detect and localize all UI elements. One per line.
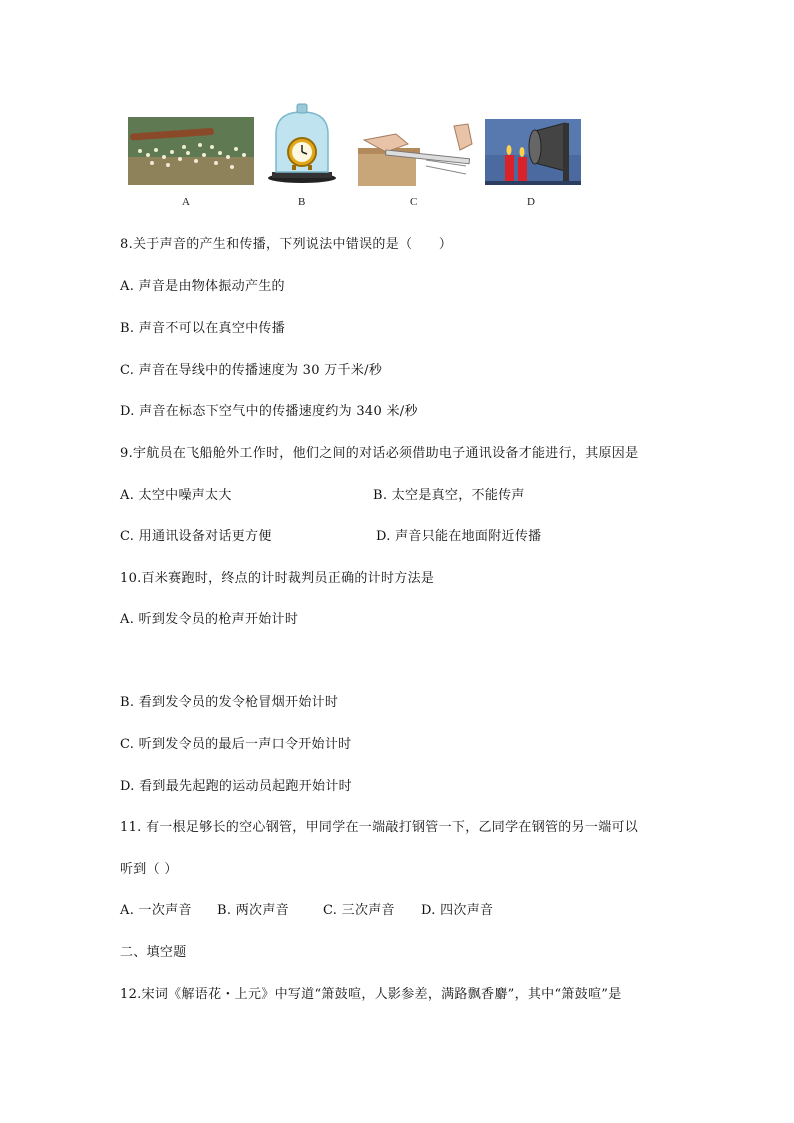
q11-option-d: D. 四次声音 <box>421 903 494 918</box>
q10-option-c: C. 听到发令员的最后一声口令开始计时 <box>120 737 352 752</box>
q12-stem: 12.宋词《解语花・上元》中写道“箫鼓喧，人影参差，满路飘香麝”，其中“箫鼓喧”是 <box>120 987 622 1002</box>
figure-b <box>266 102 338 184</box>
figure-c-label: C <box>410 196 418 208</box>
q9-stem: 9.宇航员在飞船舱外工作时，他们之间的对话必须借助电子通讯设备才能进行，其原因是 <box>120 446 639 461</box>
q9-option-d: D. 声音只能在地面附近传播 <box>376 529 542 544</box>
q8-option-a: A. 声音是由物体振动产生的 <box>120 279 285 294</box>
q11-option-c: C. 三次声音 <box>323 903 395 918</box>
chopstick-rice-icon <box>128 117 254 185</box>
bell-jar-clock-icon <box>266 102 338 184</box>
q10-option-d: D. 看到最先起跑的运动员起跑开始计时 <box>120 779 352 794</box>
figure-a <box>128 117 254 185</box>
ruler-on-table-icon <box>356 122 476 186</box>
speaker-candle-icon <box>485 119 581 185</box>
figure-c <box>356 122 476 186</box>
q10-option-a: A. 听到发令员的枪声开始计时 <box>120 612 299 627</box>
q11-option-a: A. 一次声音 <box>120 903 192 918</box>
figure-b-label: B <box>298 196 306 208</box>
q10-stem: 10.百米赛跑时，终点的计时裁判员正确的计时方法是 <box>120 571 435 586</box>
q9-option-a: A. 太空中噪声太大 <box>120 488 232 503</box>
q9-option-c: C. 用通讯设备对话更方便 <box>120 529 272 544</box>
q10-option-b: B. 看到发令员的发令枪冒烟开始计时 <box>120 695 339 710</box>
q8-stem: 8.关于声音的产生和传播，下列说法中错误的是（ ） <box>120 237 453 252</box>
q8-option-d: D. 声音在标态下空气中的传播速度约为 340 米/秒 <box>120 404 418 419</box>
q9-option-b: B. 太空是真空，不能传声 <box>373 488 525 503</box>
q8-option-b: B. 声音不可以在真空中传播 <box>120 321 286 336</box>
q11-stem-line1: 11. 有一根足够长的空心钢管，甲同学在一端敲打钢管一下，乙同学在钢管的另一端可以 <box>120 820 639 835</box>
q8-option-c: C. 声音在导线中的传播速度为 30 万千米/秒 <box>120 363 383 378</box>
q11-option-b: B. 两次声音 <box>217 903 289 918</box>
q11-stem-line2: 听到（ ） <box>120 862 178 877</box>
figure-a-label: A <box>182 196 190 208</box>
figure-d <box>485 119 581 185</box>
figure-d-label: D <box>527 196 535 208</box>
section-heading: 二、填空题 <box>120 945 187 960</box>
